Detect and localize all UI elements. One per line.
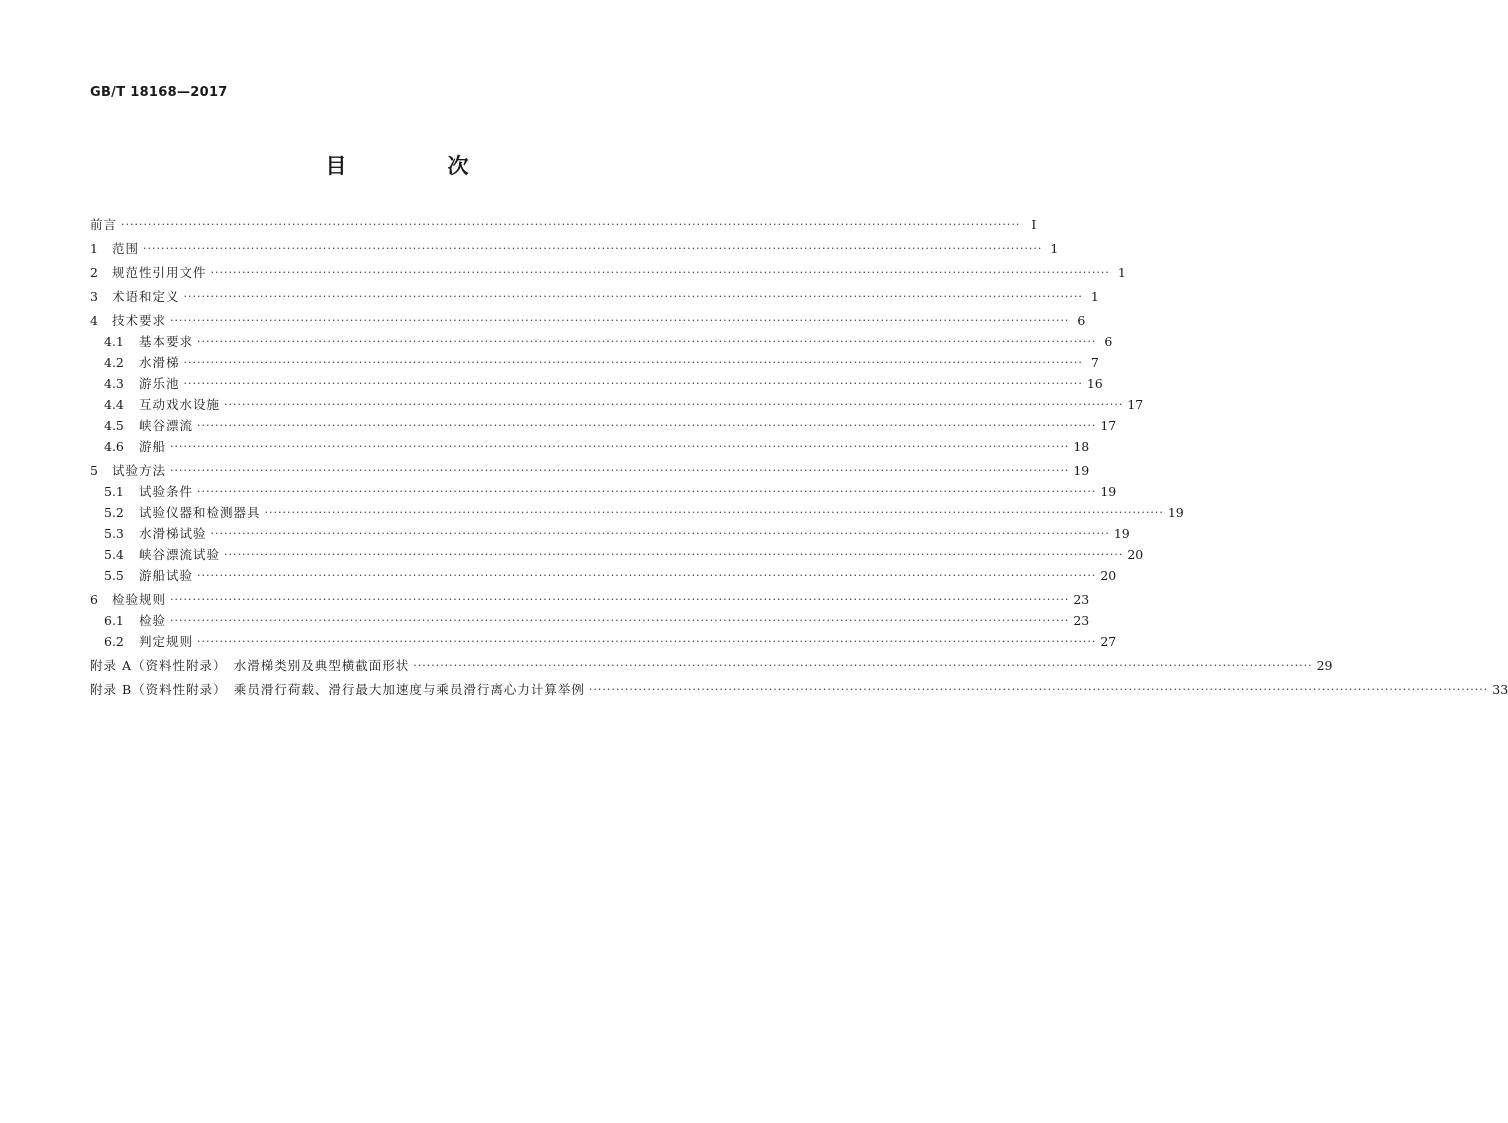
toc-entry-label: 术语和定义: [112, 289, 180, 304]
toc-entry[interactable]: [90, 214, 1037, 235]
toc-entry-number: 4.3: [104, 376, 124, 391]
toc-entry[interactable]: [90, 394, 1144, 415]
toc-entry-label: 试验条件: [139, 484, 194, 499]
toc-entry-number: 5.3: [104, 526, 124, 541]
toc-entry[interactable]: [90, 352, 1099, 373]
dot-leader: ········································································································································································································: [143, 242, 1043, 255]
dot-leader: ········································································································································································································: [588, 683, 1489, 696]
toc-entry-number: 4.5: [104, 418, 124, 433]
toc-entry-number: 6.1: [104, 613, 124, 628]
toc-entry-number: 1: [90, 241, 98, 256]
toc-entry[interactable]: [90, 589, 1090, 610]
table-of-contents: [90, 214, 1508, 700]
toc-entry-number: 4.4: [104, 397, 124, 412]
toc-entry-label: 附录 B（资料性附录） 乘员滑行荷载、滑行最大加速度与乘员滑行离心力计算举例: [90, 682, 585, 697]
dot-leader: ········································································································································································································: [210, 266, 1110, 279]
toc-entry-page: 19: [1100, 484, 1117, 499]
toc-entry-page: 1: [1117, 265, 1126, 280]
toc-entry-page: 6: [1104, 334, 1113, 349]
toc-entry-page: 29: [1316, 658, 1333, 673]
toc-entry-label: 前言: [90, 217, 118, 232]
toc-entry[interactable]: [90, 238, 1059, 259]
toc-entry[interactable]: [90, 502, 1184, 523]
dot-leader: ········································································································································································································: [170, 314, 1070, 327]
dot-leader: ········································································································································································································: [210, 527, 1110, 540]
toc-entry-label: 峡谷漂流: [139, 418, 194, 433]
toc-entry-number: 4.2: [104, 355, 124, 370]
dot-leader: ········································································································································································································: [170, 593, 1070, 606]
toc-entry-label: 试验仪器和检测器具: [139, 505, 261, 520]
toc-entry[interactable]: [90, 610, 1090, 631]
toc-entry-page: 23: [1073, 592, 1090, 607]
toc-entry-label: 水滑梯试验: [139, 526, 207, 541]
toc-entry-label: 游船: [139, 439, 167, 454]
toc-entry-label: 范围: [112, 241, 140, 256]
toc-entry-label: 检验规则: [112, 592, 167, 607]
toc-entry-page: 16: [1086, 376, 1103, 391]
toc-entry[interactable]: [90, 262, 1126, 283]
toc-entry-number: 5.4: [104, 547, 124, 562]
toc-entry-page: 17: [1127, 397, 1144, 412]
toc-entry-label: 游乐池: [139, 376, 180, 391]
toc-entry-number: 3: [90, 289, 98, 304]
toc-entry-page: 1: [1050, 241, 1059, 256]
toc-entry[interactable]: [90, 286, 1099, 307]
toc-entry[interactable]: [90, 679, 1508, 700]
toc-entry-page: 27: [1100, 634, 1117, 649]
toc-entry-label: 基本要求: [139, 334, 194, 349]
page-title: 目 次: [325, 154, 509, 178]
toc-entry-label: 规范性引用文件: [112, 265, 207, 280]
dot-leader: ········································································································································································································: [170, 440, 1070, 453]
toc-entry[interactable]: [90, 631, 1117, 652]
toc-entry-number: 5: [90, 463, 98, 478]
toc-entry-label: 水滑梯: [139, 355, 180, 370]
toc-entry-number: 4: [90, 313, 98, 328]
toc-entry-number: 4.1: [104, 334, 124, 349]
toc-entry-page: 33: [1492, 682, 1508, 697]
toc-entry[interactable]: [90, 565, 1117, 586]
toc-entry[interactable]: [90, 523, 1130, 544]
toc-entry-number: 6.2: [104, 634, 124, 649]
toc-entry-number: 5.5: [104, 568, 124, 583]
toc-entry-label: 判定规则: [139, 634, 194, 649]
toc-entry-label: 峡谷漂流试验: [139, 547, 221, 562]
toc-entry-label: 检验: [139, 613, 167, 628]
dot-leader: ········································································································································································································: [183, 356, 1083, 369]
toc-entry-page: 1: [1090, 289, 1099, 304]
dot-leader: ········································································································································································································: [183, 377, 1083, 390]
toc-entry[interactable]: [90, 460, 1090, 481]
dot-leader: ········································································································································································································: [197, 635, 1097, 648]
toc-entry[interactable]: [90, 415, 1117, 436]
dot-leader: ········································································································································································································: [197, 419, 1097, 432]
toc-entry-page: 19: [1113, 526, 1130, 541]
toc-entry-label: 技术要求: [112, 313, 167, 328]
toc-entry[interactable]: [90, 436, 1090, 457]
dot-leader: ········································································································································································································: [197, 569, 1097, 582]
toc-entry-page: 7: [1090, 355, 1099, 370]
dot-leader: ········································································································································································································: [121, 218, 1021, 231]
toc-entry-label: 游船试验: [139, 568, 194, 583]
toc-entry-number: 5.2: [104, 505, 124, 520]
toc-entry-page: 20: [1100, 568, 1117, 583]
dot-leader: ········································································································································································································: [224, 548, 1124, 561]
toc-entry-number: 6: [90, 592, 98, 607]
toc-entry-number: 2: [90, 265, 98, 280]
toc-entry[interactable]: [90, 373, 1103, 394]
document-code: GB/T 18168—2017: [90, 85, 228, 100]
dot-leader: ········································································································································································································: [197, 335, 1097, 348]
toc-entry-page: 20: [1127, 547, 1144, 562]
toc-entry[interactable]: [90, 310, 1086, 331]
toc-entry-page: 18: [1073, 439, 1090, 454]
toc-entry-page: 19: [1167, 505, 1184, 520]
toc-entry[interactable]: [90, 544, 1144, 565]
toc-entry-label: 附录 A（资料性附录） 水滑梯类别及典型横截面形状: [90, 658, 410, 673]
toc-entry-number: 5.1: [104, 484, 124, 499]
toc-entry[interactable]: [90, 655, 1333, 676]
dot-leader: ········································································································································································································: [170, 464, 1070, 477]
dot-leader: ········································································································································································································: [264, 506, 1164, 519]
toc-entry-page: 6: [1077, 313, 1086, 328]
toc-entry-number: 4.6: [104, 439, 124, 454]
toc-entry-page: Ⅰ: [1031, 217, 1037, 232]
toc-entry-page: 17: [1100, 418, 1117, 433]
dot-leader: ········································································································································································································: [183, 290, 1083, 303]
toc-entry[interactable]: [90, 331, 1113, 352]
dot-leader: ········································································································································································································: [413, 659, 1313, 672]
toc-entry-label: 互动戏水设施: [139, 397, 221, 412]
dot-leader: ········································································································································································································: [170, 614, 1070, 627]
dot-leader: ········································································································································································································: [224, 398, 1124, 411]
toc-entry-label: 试验方法: [112, 463, 167, 478]
toc-entry[interactable]: [90, 481, 1117, 502]
toc-entry-page: 19: [1073, 463, 1090, 478]
toc-entry-page: 23: [1073, 613, 1090, 628]
dot-leader: ········································································································································································································: [197, 485, 1097, 498]
